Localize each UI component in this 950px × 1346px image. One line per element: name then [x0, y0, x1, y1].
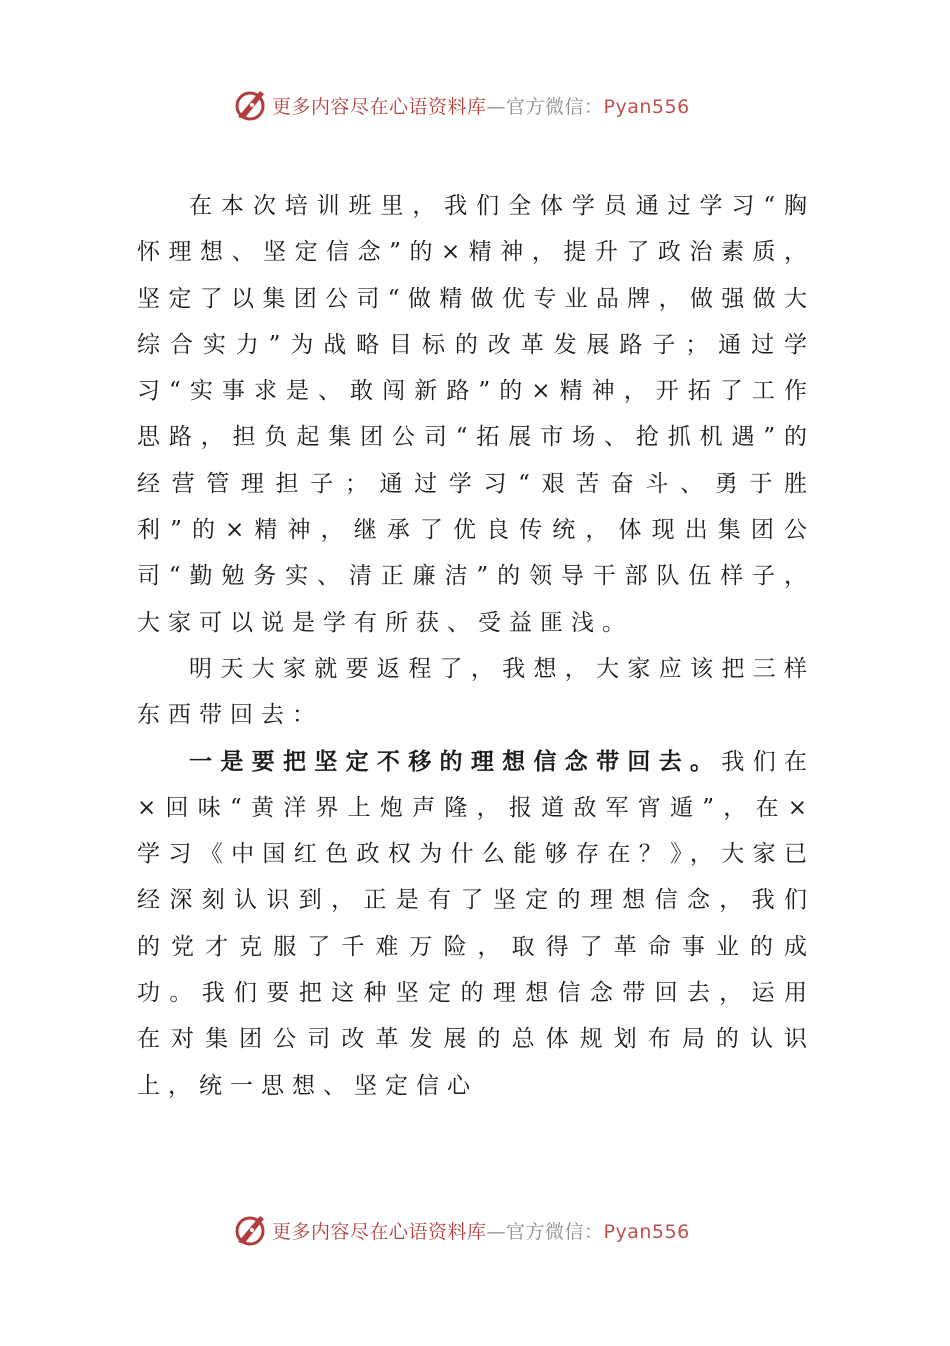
paragraph-text: 在本次培训班里，我们全体学员通过学习“胸怀理想、坚定信念”的×精神，提升了政治素质，坚定了以集团公司“做精做优专业品牌，做强做大综合实力”为战略目标的改革发展路子；通过学习“实事求是、敢闯新路”的×精神，开拓了工作思路，担负起集团公司“拓展市场、抢抓机遇”的经营管理担子；通过学习“艰苦奋斗、勇于胜利”的×精神，继承了优良传统，体现出集团公司“勤勉务实、清正廉洁”的领导干部队伍样子，大家可以说是学有所获、受益匪浅。 — [137, 193, 815, 636]
watermark-text — [272, 1217, 690, 1244]
paragraph — [137, 646, 815, 739]
header-watermark — [230, 85, 790, 125]
pen-nib-circle-icon — [230, 1210, 270, 1250]
pen-nib-circle-icon — [230, 85, 270, 125]
watermark-wechat-label: 官方微信： — [506, 95, 604, 118]
document-body — [137, 183, 815, 1109]
watermark-wechat-id: Pyan556 — [603, 95, 690, 118]
watermark-slogan: 更多内容尽在心语资料库 — [272, 95, 487, 118]
watermark-separator: — — [486, 95, 507, 118]
paragraph-lead: 一是要把坚定不移的理想信念带回去。 — [189, 747, 722, 775]
paragraph — [137, 183, 815, 646]
watermark-text — [272, 92, 690, 119]
paragraph-text: 明天大家就要返程了，我想，大家应该把三样东西带回去： — [137, 655, 815, 729]
watermark-wechat-label: 官方微信： — [506, 1220, 604, 1243]
paragraph — [137, 739, 815, 1109]
paragraph-text: 我们在×回味“黄洋界上炮声隆，报道敌军宵遁”，在×学习《中国红色政权为什么能够存在？》，大家已经深刻认识到，正是有了坚定的理想信念，我们的党才克服了千难万险，取得了革命事业的成功。我们要把这种坚定的理想信念带回去，运用在对集团公司改革发展的总体规划布局的认识上，统一思想、坚定信心 — [137, 748, 816, 1099]
watermark-wechat-id: Pyan556 — [603, 1220, 690, 1243]
watermark-slogan: 更多内容尽在心语资料库 — [272, 1220, 487, 1243]
footer-watermark — [230, 1210, 790, 1250]
watermark-separator: — — [486, 1220, 507, 1243]
